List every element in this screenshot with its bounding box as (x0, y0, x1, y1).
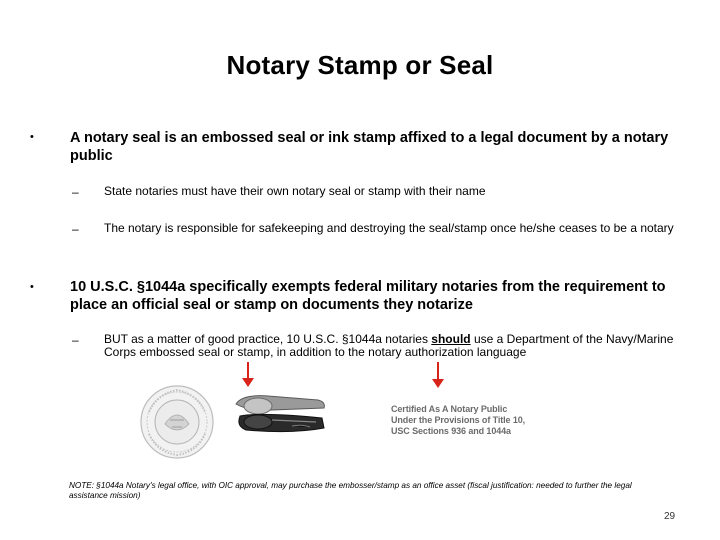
sub-bullet-marker: – (72, 222, 79, 236)
bullet-text: A notary seal is an embossed seal or ink stamp affixed to a legal document by a notary public (70, 130, 669, 164)
arrow-left-shaft (247, 362, 249, 379)
bullet-text: 10 U.S.C. §1044a specifically exempts federal military notaries from the requirement to place an official seal or stamp on documents they notarize (70, 279, 666, 313)
ink-stamp-image (391, 404, 526, 437)
embossed-seal-image (137, 382, 217, 462)
footnote: NOTE: §1044a Notary's legal office, with OIC approval, may purchase the embosser/stamp as an office asset (fiscal justification: needed to further the legal assistance mission) (69, 481, 632, 500)
stamp-line: Under the Provisions of Title 10, (391, 415, 526, 425)
sub-bullet-marker: – (72, 333, 79, 347)
bullet-marker: • (30, 281, 34, 293)
stamp-line: Certified As A Notary Public (391, 404, 508, 414)
arrow-right-head (432, 379, 444, 388)
sub-bullet-marker: – (72, 185, 79, 199)
arrow-right-shaft (437, 362, 439, 380)
sub-bullet-text: State notaries must have their own notary seal or stamp with their name (104, 184, 486, 198)
sub-bullet-text: The notary is responsible for safekeeping and destroying the seal/stamp once he/she ceases to be a notary (104, 221, 674, 235)
embosser-stamp-image (232, 388, 328, 438)
sub-bullet-text-after: use a Department of the Navy/Marine Corps embossed seal or stamp, in addition to the notary authorization language (104, 332, 674, 359)
bullet-marker: • (30, 131, 34, 143)
sub-bullet-text-before: BUT as a matter of good practice, 10 U.S.C. §1044a notaries (104, 332, 432, 346)
arrow-left-head (242, 378, 254, 387)
page-number: 29 (664, 511, 676, 522)
stamp-line: USC Sections 936 and 1044a (391, 426, 511, 436)
slide-title: Notary Stamp or Seal (226, 50, 494, 80)
sub-bullet-text (104, 333, 684, 359)
emphasis-should: should (431, 332, 471, 346)
